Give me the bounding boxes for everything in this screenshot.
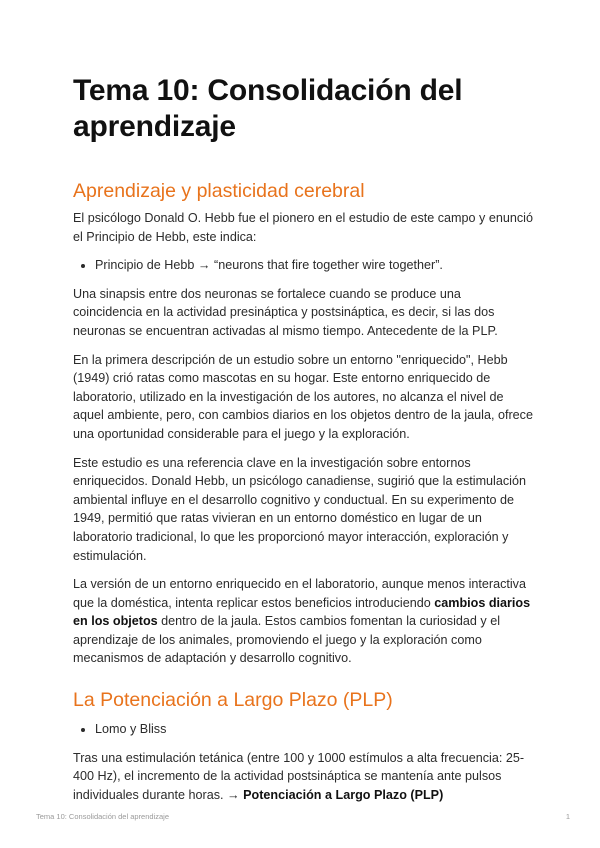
- section-heading-plasticidad: Aprendizaje y plasticidad cerebral: [73, 180, 365, 202]
- page-title: [73, 73, 533, 145]
- section-heading-plp: La Potenciación a Largo Plazo (PLP): [73, 689, 393, 712]
- page-title-line2: aprendizaje: [73, 110, 236, 143]
- paragraph-text: La versión de un entorno enriquecido en el laboratorio, aunque menos interactiva que la doméstica, intenta replicar estos beneficios introduciendo: [73, 577, 526, 610]
- page-footer: [36, 812, 570, 821]
- paragraph-intro: El psicólogo Donald O. Hebb fue el pionero en el estudio de este campo y enunció el Principio de Hebb, este indica:: [73, 211, 533, 244]
- document-page: [73, 73, 533, 814]
- paragraph: Este estudio es una referencia clave en la investigación sobre entornos enriquecidos. Donald Hebb, un psicólogo canadiense, sugirió que la estimulación ambiental influye en el desarrollo cognitivo y conductual. En su experimento de 1949, permitió que ratas vivieran en un entorno doméstico en lugar de un laboratorio tradicional, lo que les proporcionó mayor interacción, exploración y estimulación.: [73, 455, 526, 563]
- page-number: 1: [565, 812, 570, 821]
- paragraph-text: Tras una estimulación tetánica (entre 100 y 1000 estímulos a alta frecuencia: 25-400 Hz), el incremento de la actividad postsináptica se mantenía ante pulsos individuales durante horas. →: [73, 750, 525, 802]
- paragraph: [73, 575, 533, 668]
- paragraph: En la primera descripción de un estudio sobre un entorno "enriquecido", Hebb (1949) crió ratas como mascotas en su hogar. Este entorno enriquecido de laboratorio, utilizado en la investigación de los autores, no alcanza el nivel de aquel ambiente, pero, con cambios diarios en los objetos dentro de la jaula, ofrece una oportunidad considerable para el juego y la exploración.: [73, 352, 533, 441]
- paragraph: Una sinapsis entre dos neuronas se fortalece cuando se produce una coincidencia en la actividad presináptica y postsináptica, es decir, si las dos neuronas se encuentran activadas al mismo tiempo. Antecedente de la PLP.: [73, 286, 498, 338]
- paragraph: [73, 749, 533, 805]
- paragraph-text: dentro de la jaula. Estos cambios fomentan la curiosidad y el aprendizaje de los animales, promoviendo el juego y la exploración como mecanismos de adaptación y desarrollo cognitivo.: [73, 614, 500, 666]
- bullet-list-plp: [73, 720, 533, 739]
- footer-title: Tema 10: Consolidación del aprendizaje: [36, 812, 170, 821]
- page-title-line1: Tema 10: Consolidación del: [73, 74, 463, 107]
- bold-text: cambios diarios en los objetos: [73, 595, 531, 629]
- list-item: • Principio de Hebb → “neurons that fire together wire together”.: [95, 256, 533, 275]
- bullet-list-hebb: [73, 256, 533, 275]
- bold-text: Potenciación a Largo Plazo (PLP): [243, 787, 444, 802]
- list-item: • Lomo y Bliss: [95, 720, 533, 739]
